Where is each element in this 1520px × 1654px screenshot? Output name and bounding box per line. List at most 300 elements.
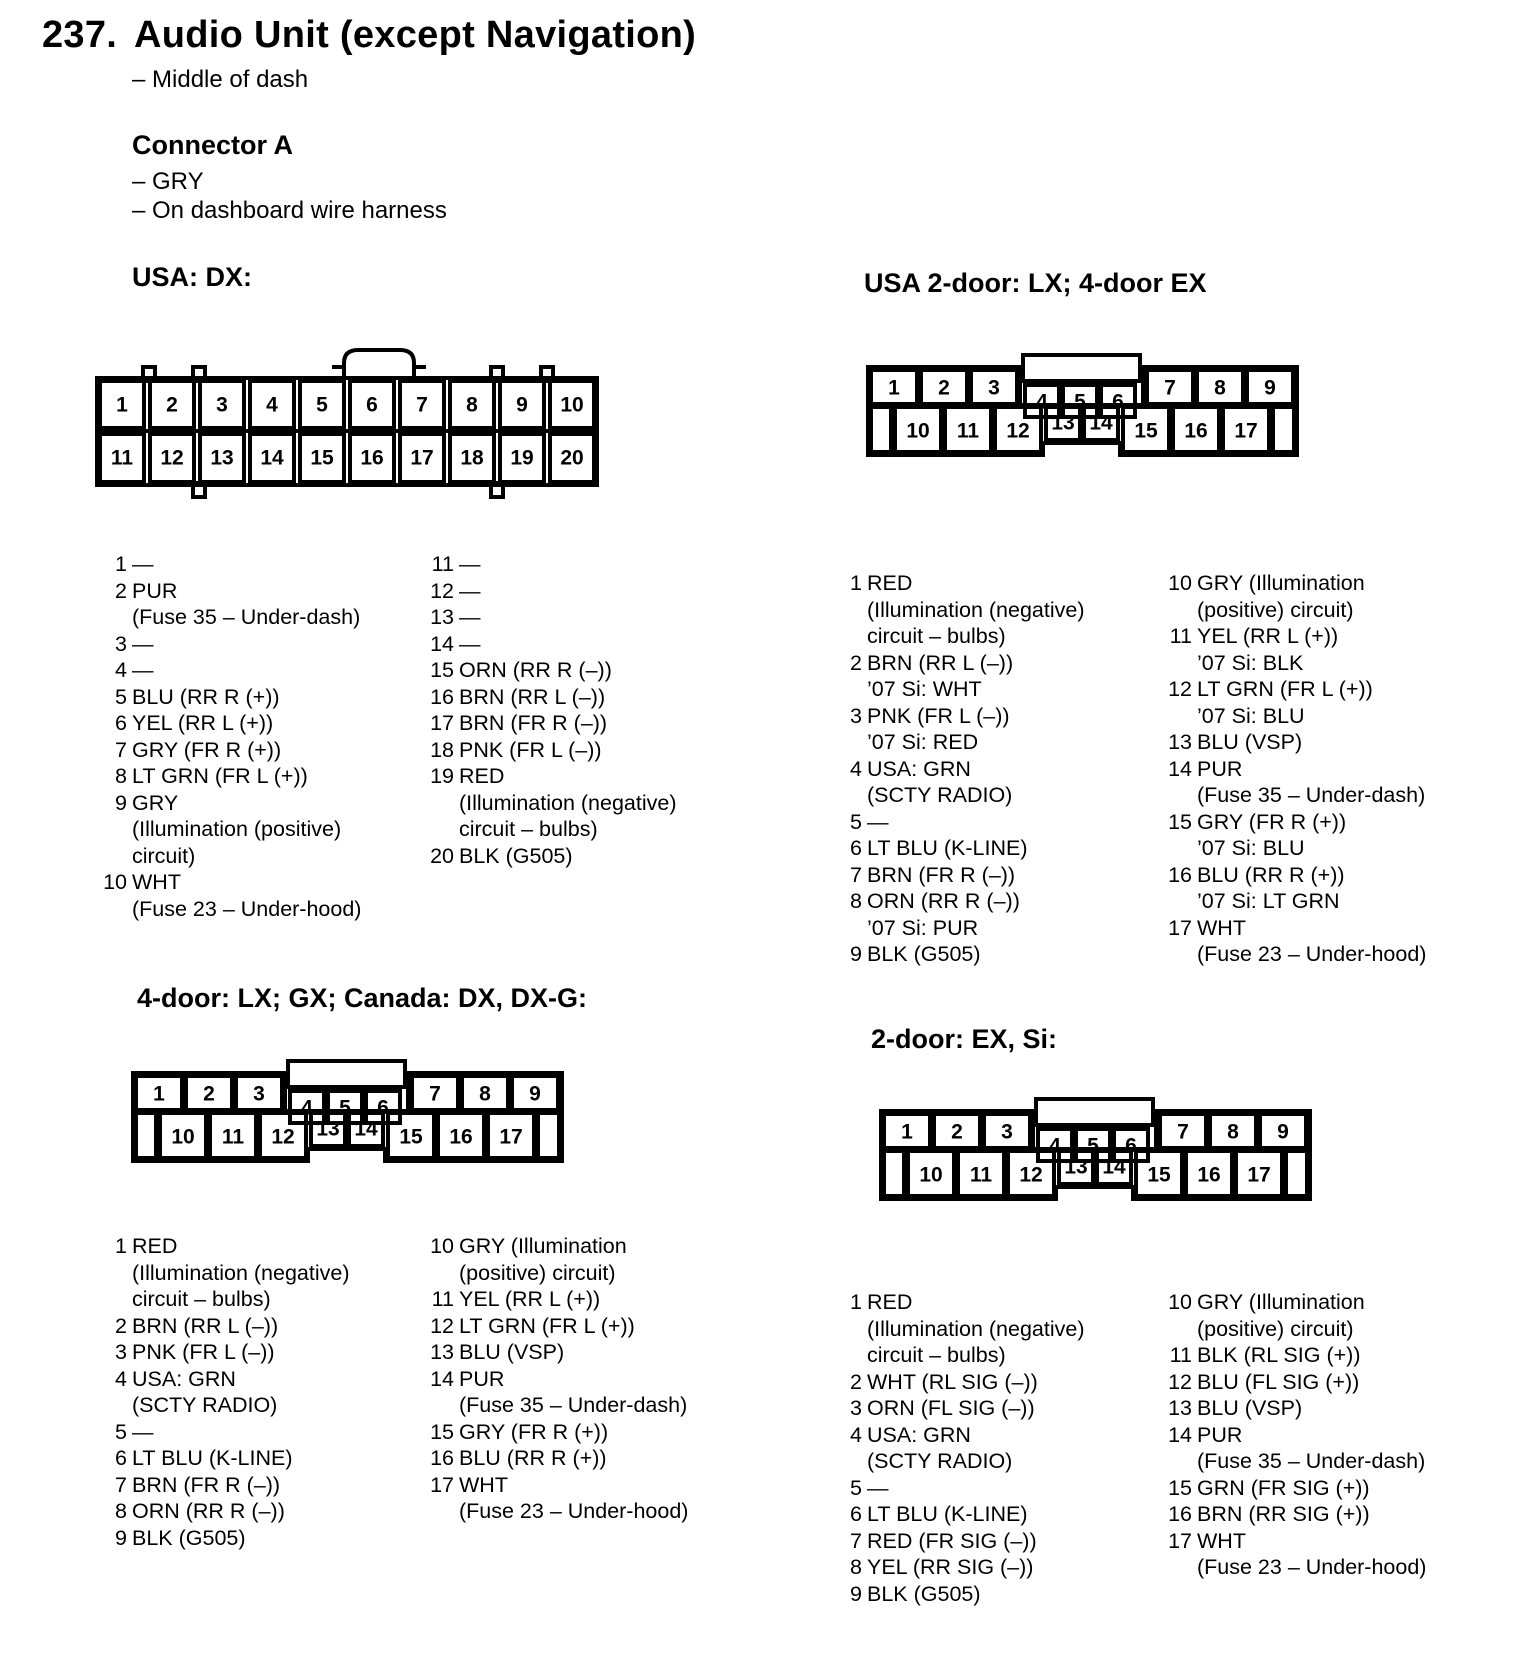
- pin-entry-description: [127, 551, 154, 578]
- pin-entry-line: BLU (RR R (+)): [459, 1446, 607, 1470]
- pin-entry-description: [1192, 1342, 1360, 1369]
- pin-entry-number: 2: [115, 1313, 127, 1338]
- pin-entry-number: 2: [850, 1369, 862, 1394]
- diagram-heading-2door-ex-si: 2-door: EX, Si:: [871, 1024, 1058, 1054]
- pin-entry: [95, 631, 361, 658]
- pin-entry: [422, 737, 677, 764]
- pin-entry-line: WHT: [1197, 915, 1246, 940]
- pin-number: 13: [210, 446, 234, 470]
- pin-entry-number: 6: [850, 836, 862, 860]
- pin-entry: [830, 1528, 1085, 1555]
- pin-number: 18: [460, 446, 484, 470]
- pin-entry-number: 10: [1168, 1290, 1192, 1314]
- pin-entry: [95, 763, 361, 790]
- pin-entry: [830, 1554, 1085, 1581]
- pin-cell-blank: [1273, 407, 1294, 452]
- pin-entry-number: 1: [115, 1234, 127, 1258]
- pin-entry-description: [1192, 1475, 1370, 1502]
- pin-number: 16: [1197, 1163, 1221, 1187]
- pin-entry-line: YEL (RR L (+)): [132, 711, 274, 735]
- pin-entry-description: [454, 1313, 635, 1340]
- pin-entry-number: 6: [115, 711, 127, 735]
- pin-number: 2: [938, 376, 950, 400]
- pin-entry-number: 14: [430, 631, 454, 656]
- pin-entry-number: 4: [115, 1366, 127, 1391]
- pin-entry-line: GRY (FR R (+)): [1197, 809, 1347, 834]
- pin-entry-number: 8: [115, 1499, 127, 1523]
- pin-number: 17: [1247, 1163, 1271, 1187]
- pin-entry-number: 7: [850, 862, 862, 887]
- pin-entry: [830, 650, 1085, 703]
- pin-entry-line: —: [459, 578, 481, 603]
- pin-entry: [830, 703, 1085, 756]
- pin-entry-description: [454, 1233, 627, 1286]
- pin-entry-number: 8: [850, 889, 862, 913]
- pin-entry-description: [127, 578, 360, 631]
- pin-number: 4: [266, 393, 278, 417]
- pin-number: 14: [260, 446, 284, 470]
- pin-entry-line: BRN (RR SIG (+)): [1197, 1502, 1370, 1526]
- pin-entry-description: [862, 1289, 1085, 1369]
- pin-entry-line: PUR: [132, 578, 178, 603]
- diagram-heading-4door-lx: 4-door: LX; GX; Canada: DX, DX-G:: [137, 983, 588, 1013]
- pin-number: 7: [416, 393, 428, 417]
- pin-entry-line: RED: [867, 1290, 913, 1314]
- pin-entry-description: [454, 1445, 607, 1472]
- pin-entry-number: 8: [850, 1555, 862, 1579]
- pin-entry-line: LT BLU (K-LINE): [867, 836, 1028, 860]
- pin-number: 20: [560, 446, 584, 470]
- connector-key: [1023, 355, 1140, 381]
- connector-17-pin-2door-ex-si: [878, 1099, 1338, 1229]
- pin-list-usa-lx-left: [830, 570, 1085, 968]
- pin-entry-number: 9: [115, 1525, 127, 1550]
- pin-entry-line: (Fuse 23 – Under-hood): [132, 896, 362, 921]
- pin-entry-line: GRY (Illumination: [1197, 1290, 1365, 1314]
- pin-entry-description: [862, 570, 1085, 650]
- pin-entry-line: PUR: [1197, 1422, 1243, 1447]
- pin-entry: [422, 1233, 688, 1286]
- pin-entry-line: circuit – bulbs): [459, 817, 598, 841]
- pin-entry: [95, 710, 361, 737]
- pin-entry-number: 3: [850, 703, 862, 728]
- pin-entry-line: RED: [867, 571, 913, 595]
- pin-entry-description: [454, 578, 481, 605]
- pin-entry: [95, 1366, 350, 1419]
- pin-entry-line: (Fuse 35 – Under-dash): [1197, 783, 1426, 807]
- pin-entry-number: 15: [430, 1419, 454, 1444]
- pin-entry: [95, 869, 361, 922]
- pin-entry-number: 5: [850, 1475, 862, 1500]
- pin-number: 1: [116, 393, 128, 417]
- pin-entry-number: 15: [1168, 1475, 1192, 1500]
- pin-entry: [422, 578, 677, 605]
- pin-number: 4: [301, 1096, 313, 1120]
- pin-entry-description: [862, 1501, 1028, 1528]
- pin-entry-line: BRN (FR R (–)): [459, 711, 608, 735]
- pin-number: 6: [366, 393, 378, 417]
- pin-number: 2: [166, 393, 178, 417]
- pin-entry-line: LT GRN (FR L (+)): [459, 1313, 635, 1338]
- pin-entry: [1160, 1422, 1426, 1475]
- pin-entry-number: 20: [430, 843, 454, 868]
- pin-entry-number: 4: [850, 1422, 862, 1447]
- pin-entry: [95, 657, 361, 684]
- pin-entry: [95, 1339, 350, 1366]
- pin-entry-number: 17: [1168, 1528, 1192, 1553]
- pin-entry-description: [127, 1472, 280, 1499]
- pin-entry-line: (SCTY RADIO): [132, 1393, 278, 1417]
- pin-entry-description: [862, 862, 1015, 889]
- pin-entry-line: BLK (G505): [867, 942, 981, 966]
- pin-entry-number: 6: [115, 1446, 127, 1470]
- pin-entry-line: RED: [459, 764, 505, 788]
- pin-number: 12: [1019, 1163, 1043, 1187]
- pin-entry-description: [1192, 862, 1345, 915]
- pin-number: 7: [1177, 1120, 1189, 1144]
- pin-entry-description: [1192, 1501, 1370, 1528]
- pin-number: 16: [449, 1125, 473, 1149]
- pin-entry: [830, 1395, 1085, 1422]
- pin-entry-number: 17: [430, 711, 454, 735]
- pin-entry-line: (positive) circuit): [1197, 1316, 1354, 1341]
- pin-number: 14: [1089, 411, 1113, 435]
- pin-entry-line: WHT: [459, 1472, 508, 1497]
- pin-number: 8: [479, 1082, 491, 1106]
- pin-number: 8: [1214, 376, 1226, 400]
- pin-entry-description: [1192, 1528, 1426, 1581]
- pin-entry: [1160, 729, 1426, 756]
- pin-entry: [830, 888, 1085, 941]
- pin-entry-number: 12: [1168, 1369, 1192, 1394]
- pin-number: 13: [316, 1117, 340, 1141]
- pin-entry: [830, 809, 1085, 836]
- pin-number: 3: [988, 376, 1000, 400]
- pin-entry-description: [862, 1395, 1035, 1422]
- pin-entry-description: [862, 835, 1028, 862]
- pin-entry-line: ’07 Si: PUR: [867, 915, 979, 940]
- pin-entry: [95, 737, 361, 764]
- pin-entry-line: circuit – bulbs): [867, 624, 1006, 648]
- pin-list-usa-dx-left: [95, 551, 361, 922]
- pin-number: 10: [919, 1163, 943, 1187]
- section-title: Audio Unit (except Navigation): [134, 14, 697, 56]
- pin-entry-line: (Fuse 35 – Under-dash): [132, 605, 361, 629]
- pin-entry-number: 19: [430, 764, 454, 788]
- pin-number: 14: [354, 1117, 378, 1141]
- pin-list-usa-lx-right: [1160, 570, 1426, 968]
- pin-entry-line: BRN (RR L (–)): [459, 684, 606, 709]
- pin-number: 2: [203, 1082, 215, 1106]
- pin-entry-line: —: [459, 605, 481, 629]
- pin-entry-number: 11: [1169, 624, 1192, 648]
- pin-entry-line: (Illumination (negative): [867, 1316, 1085, 1341]
- pin-number: 9: [516, 393, 528, 417]
- pin-number: 15: [399, 1125, 423, 1149]
- pin-cell-blank: [871, 407, 891, 452]
- pin-number: 15: [1134, 419, 1158, 443]
- pin-entry-number: 1: [850, 1290, 862, 1314]
- pin-entry-number: 15: [1168, 809, 1192, 834]
- pin-entry: [422, 763, 677, 843]
- connector-key: [288, 1061, 405, 1087]
- pin-entry-line: BLU (FL SIG (+)): [1197, 1369, 1360, 1394]
- pin-number: 16: [1184, 419, 1208, 443]
- pin-entry: [830, 756, 1085, 809]
- pin-entry-number: 16: [430, 684, 454, 709]
- connector-17-pin-usa-lx: [865, 355, 1325, 485]
- connector-color: – GRY: [132, 168, 204, 195]
- pin-entry-number: 3: [115, 631, 127, 656]
- pin-entry: [1160, 1395, 1426, 1422]
- pin-entry-line: PUR: [1197, 756, 1243, 781]
- pin-entry: [422, 1445, 688, 1472]
- pin-number: 9: [529, 1082, 541, 1106]
- pin-number: 17: [1234, 419, 1258, 443]
- pin-entry-line: circuit): [132, 843, 196, 868]
- pin-entry-line: BRN (RR L (–)): [867, 650, 1014, 675]
- pin-entry-description: [454, 1419, 608, 1446]
- pin-entry: [830, 1369, 1085, 1396]
- pin-number: 16: [360, 446, 384, 470]
- pin-entry-description: [127, 1498, 285, 1525]
- pin-entry-description: [1192, 1369, 1359, 1396]
- pin-entry-line: (Illumination (negative): [867, 597, 1085, 622]
- pin-number: 8: [466, 393, 478, 417]
- pin-entry: [95, 684, 361, 711]
- pin-entry-number: 11: [431, 1287, 454, 1311]
- pin-entry-description: [454, 710, 607, 737]
- pin-number: 19: [510, 446, 534, 470]
- pin-entry-description: [1192, 1289, 1365, 1342]
- pin-entry-number: 2: [850, 650, 862, 675]
- pin-entry: [1160, 1342, 1426, 1369]
- pin-entry: [1160, 915, 1426, 968]
- pin-entry-description: [127, 657, 154, 684]
- pin-entry: [1160, 1369, 1426, 1396]
- pin-entry-line: PNK (FR L (–)): [459, 737, 602, 762]
- pin-entry-number: 8: [115, 764, 127, 788]
- pin-entry-description: [454, 1286, 600, 1313]
- pin-entry-line: (Fuse 23 – Under-hood): [1197, 1555, 1427, 1579]
- pin-entry-line: ’07 Si: RED: [867, 730, 979, 754]
- pin-entry-line: PNK (FR L (–)): [867, 703, 1010, 728]
- pin-entry-line: GRY (Illumination: [1197, 571, 1365, 595]
- pin-entry-description: [454, 843, 573, 870]
- pin-entry: [422, 1366, 688, 1419]
- pin-number: 9: [1264, 376, 1276, 400]
- pin-entry: [1160, 1289, 1426, 1342]
- pin-number: 15: [310, 446, 334, 470]
- pin-entry: [1160, 1475, 1426, 1502]
- pin-entry-number: 12: [430, 1313, 454, 1338]
- pin-entry-line: BLK (G505): [132, 1525, 246, 1550]
- pin-entry-line: (Fuse 35 – Under-dash): [1197, 1449, 1426, 1473]
- pin-entry-description: [127, 790, 341, 870]
- pin-number: 17: [499, 1125, 523, 1149]
- pin-entry-line: RED (FR SIG (–)): [867, 1528, 1037, 1553]
- pin-entry-number: 13: [1168, 1396, 1192, 1420]
- pin-entry-number: 1: [115, 552, 127, 576]
- pin-entry-description: [127, 710, 273, 737]
- pin-number: 5: [316, 393, 328, 417]
- pin-entry-description: [1192, 915, 1426, 968]
- pin-entry-line: BLU (VSP): [1197, 730, 1303, 754]
- pin-entry-description: [1192, 756, 1425, 809]
- pin-entry-number: 13: [430, 1340, 454, 1364]
- connector-17-pin-4door-lx: [130, 1061, 590, 1191]
- pin-entry-line: PUR: [459, 1366, 505, 1391]
- pin-entry-description: [454, 684, 605, 711]
- pin-number: 2: [951, 1120, 963, 1144]
- pin-entry-description: [127, 1339, 275, 1366]
- pin-entry-number: 10: [103, 870, 127, 894]
- pin-entry-line: ’07 Si: LT GRN: [1197, 889, 1340, 913]
- pin-entry-line: (Fuse 23 – Under-hood): [1197, 942, 1427, 966]
- pin-entry-description: [127, 1313, 278, 1340]
- pin-entry-number: 1: [850, 571, 862, 595]
- pin-number: 11: [969, 1163, 993, 1187]
- pin-number: 6: [1125, 1134, 1137, 1158]
- pin-entry-number: 16: [1168, 1502, 1192, 1526]
- pin-entry: [830, 1475, 1085, 1502]
- pin-entry: [830, 1289, 1085, 1369]
- pin-entry-line: circuit – bulbs): [867, 1343, 1006, 1367]
- pin-entry-description: [454, 631, 481, 658]
- pin-entry: [422, 1313, 688, 1340]
- pin-entry: [95, 1472, 350, 1499]
- pin-entry: [95, 1419, 350, 1446]
- pin-entry-line: —: [867, 1475, 889, 1500]
- pin-entry-number: 7: [115, 737, 127, 762]
- pin-number: 12: [160, 446, 184, 470]
- pin-entry-number: 5: [115, 1419, 127, 1444]
- pin-entry-number: 14: [1168, 756, 1192, 781]
- pin-entry-description: [127, 1233, 350, 1313]
- pin-entry-description: [454, 657, 612, 684]
- pin-entry: [422, 551, 677, 578]
- pin-entry-number: 17: [430, 1472, 454, 1497]
- pin-entry: [1160, 809, 1426, 862]
- pin-entry-number: 7: [850, 1528, 862, 1553]
- pin-number: 3: [216, 393, 228, 417]
- pin-entry-line: (positive) circuit): [459, 1260, 616, 1285]
- diagram-heading-usa-2door-lx: USA 2-door: LX; 4-door EX: [864, 268, 1207, 298]
- pin-number: 1: [901, 1120, 913, 1144]
- pin-entry: [830, 835, 1085, 862]
- connector-key: [1036, 1099, 1153, 1125]
- pin-entry-number: 12: [430, 578, 454, 603]
- pin-entry-line: BLK (G505): [867, 1581, 981, 1606]
- pin-entry-description: [454, 737, 602, 764]
- pin-entry: [830, 862, 1085, 889]
- pin-entry-description: [127, 737, 281, 764]
- pin-entry-line: —: [132, 631, 154, 656]
- pin-entry-line: RED: [132, 1234, 178, 1258]
- pin-entry-number: 10: [1168, 571, 1192, 595]
- pin-number: 10: [906, 419, 930, 443]
- pin-entry: [422, 1339, 688, 1366]
- pin-entry-description: [454, 1366, 687, 1419]
- connector-harness: – On dashboard wire harness: [132, 197, 447, 224]
- pin-entry: [422, 1419, 688, 1446]
- diagram-heading-usa-dx: USA: DX:: [132, 262, 252, 292]
- pin-number: 8: [1227, 1120, 1239, 1144]
- pin-entry-number: 15: [430, 658, 454, 682]
- pin-entry-number: 13: [1168, 730, 1192, 754]
- pin-entry-line: USA: GRN: [132, 1366, 236, 1391]
- pin-entry-description: [862, 756, 1012, 809]
- pin-number: 15: [1147, 1163, 1171, 1187]
- pin-entry-description: [127, 1366, 277, 1419]
- pin-number: 10: [171, 1125, 195, 1149]
- pin-entry: [422, 710, 677, 737]
- pin-entry: [1160, 623, 1426, 676]
- pin-entry-line: USA: GRN: [867, 1422, 971, 1447]
- pin-number: 12: [1006, 419, 1030, 443]
- pin-number: 3: [1001, 1120, 1013, 1144]
- pin-entry-line: —: [132, 1419, 154, 1444]
- pin-cell-blank: [1286, 1151, 1307, 1196]
- pin-entry-line: USA: GRN: [867, 756, 971, 781]
- pin-entry-description: [127, 684, 280, 711]
- pin-entry-line: GRY: [132, 790, 179, 815]
- pin-entry: [1160, 1528, 1426, 1581]
- pin-entry-line: LT GRN (FR L (+)): [1197, 677, 1373, 701]
- pin-entry-line: (Fuse 35 – Under-dash): [459, 1393, 688, 1417]
- pin-entry-number: 14: [1168, 1422, 1192, 1447]
- pin-entry: [422, 1472, 688, 1525]
- pin-entry-number: 5: [115, 684, 127, 709]
- pin-entry: [95, 1525, 350, 1552]
- pin-entry: [1160, 570, 1426, 623]
- pin-entry-line: ORN (RR R (–)): [867, 889, 1020, 913]
- pin-entry-line: (Illumination (negative): [459, 790, 677, 815]
- pin-entry-description: [127, 1525, 246, 1552]
- pin-entry: [1160, 676, 1426, 729]
- pin-entry-description: [862, 1422, 1012, 1475]
- pin-entry-line: BRN (FR R (–)): [867, 862, 1016, 887]
- pin-entry: [1160, 1501, 1426, 1528]
- pin-entry: [422, 1286, 688, 1313]
- pin-entry-number: 3: [850, 1396, 862, 1420]
- pin-entry-description: [862, 1581, 981, 1608]
- pin-entry-description: [1192, 1395, 1302, 1422]
- pin-number: 4: [1049, 1134, 1061, 1158]
- pin-entry-line: YEL (RR SIG (–)): [867, 1555, 1034, 1579]
- pin-entry-line: —: [132, 658, 154, 682]
- pin-number: 5: [1074, 390, 1086, 414]
- pin-entry-line: GRN (FR SIG (+)): [1197, 1475, 1370, 1500]
- pin-number: 14: [1102, 1155, 1126, 1179]
- pin-entry: [422, 684, 677, 711]
- pin-entry-description: [1192, 570, 1365, 623]
- pin-list-2door-ex-left: [830, 1289, 1085, 1607]
- pin-entry: [830, 1581, 1085, 1608]
- pin-entry-description: [1192, 1422, 1425, 1475]
- pin-entry-description: [454, 1472, 688, 1525]
- pin-entry-line: (Illumination (positive): [132, 817, 342, 841]
- pin-entry-number: 9: [850, 942, 862, 966]
- pin-entry-line: GRY (Illumination: [459, 1234, 627, 1258]
- pin-entry-description: [127, 763, 308, 790]
- location-note: – Middle of dash: [132, 66, 309, 93]
- pin-entry-line: ’07 Si: WHT: [867, 677, 982, 701]
- pin-entry-number: 13: [430, 605, 454, 629]
- pin-entry-number: 4: [115, 658, 127, 682]
- pin-entry-number: 9: [115, 790, 127, 815]
- pin-entry-description: [862, 1554, 1033, 1581]
